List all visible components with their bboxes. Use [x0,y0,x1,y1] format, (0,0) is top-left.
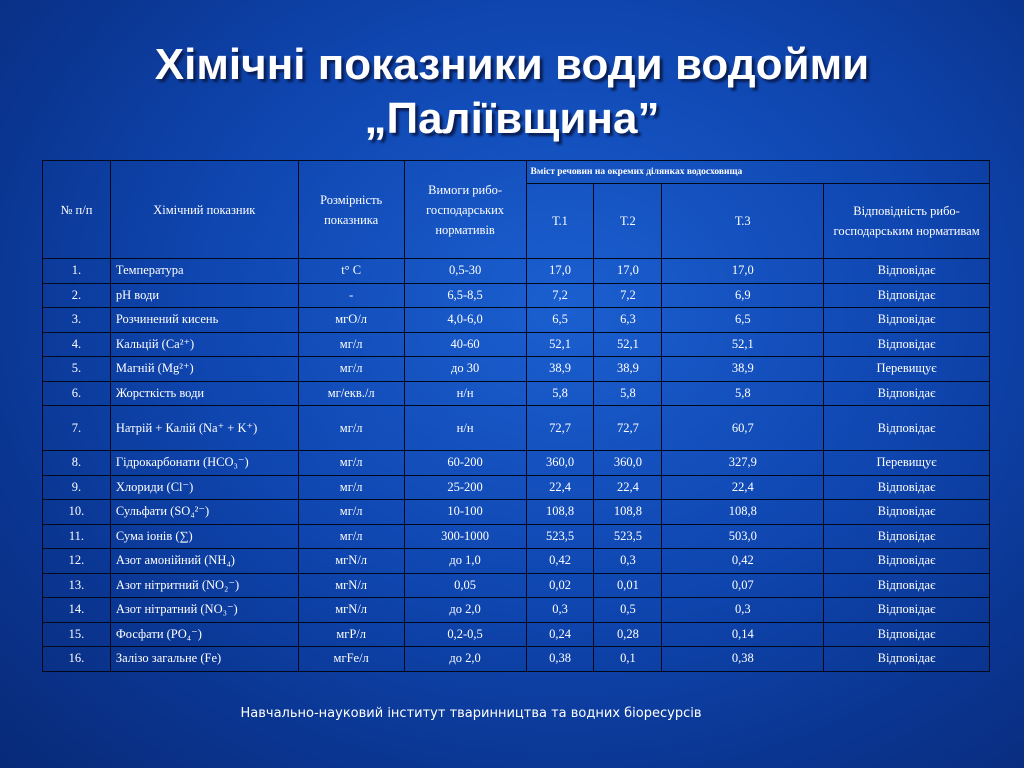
t3-value: 0,38 [662,647,824,672]
t2-value: 0,1 [594,647,662,672]
indicator-name: Азот нітратний (NO₃⁻) [110,598,298,623]
t3-value: 38,9 [662,357,824,382]
table-row [43,475,990,500]
indicator-name: Залізо загальне (Fe) [110,647,298,672]
header-num: № п/п [43,161,111,259]
t1-value: 38,9 [526,357,594,382]
t1-value: 523,5 [526,524,594,549]
unit: мг/л [298,500,404,525]
header-compliance: Відповідність рибо-господарським нормативам [824,184,990,259]
unit: мг/л [298,451,404,476]
norm: 4,0-6,0 [404,308,526,333]
unit: мгN/л [298,598,404,623]
row-num: 15. [43,622,111,647]
row-num: 5. [43,357,111,382]
t1-value: 17,0 [526,259,594,284]
t2-value: 52,1 [594,332,662,357]
norm: 25-200 [404,475,526,500]
norm: 40-60 [404,332,526,357]
t1-value: 5,8 [526,381,594,406]
header-content: Вміст речовин на окремих ділянках водосховища [526,161,989,184]
table-row [43,500,990,525]
row-num: 7. [43,406,111,451]
table-row [43,598,990,623]
table-row [43,451,990,476]
header-unit: Розмірність показника [298,161,404,259]
t1-value: 22,4 [526,475,594,500]
compliance-status: Відповідає [824,332,990,357]
unit: мг/л [298,332,404,357]
table-row [43,332,990,357]
t1-value: 72,7 [526,406,594,451]
row-num: 9. [43,475,111,500]
compliance-status: Відповідає [824,549,990,574]
table-body [43,161,990,672]
t2-value: 6,3 [594,308,662,333]
norm: 300-1000 [404,524,526,549]
t1-value: 0,38 [526,647,594,672]
header-indicator: Хімічний показник [110,161,298,259]
norm: 6,5-8,5 [404,283,526,308]
t3-value: 0,3 [662,598,824,623]
compliance-status: Відповідає [824,622,990,647]
t1-value: 360,0 [526,451,594,476]
t2-value: 22,4 [594,475,662,500]
t3-value: 0,42 [662,549,824,574]
t3-value: 52,1 [662,332,824,357]
compliance-status: Відповідає [824,283,990,308]
table-row [43,524,990,549]
indicator-name: Азот нітритний (NO₂⁻) [110,573,298,598]
t2-value: 0,28 [594,622,662,647]
indicator-name: Гідрокарбонати (HCO₃⁻) [110,451,298,476]
compliance-status: Відповідає [824,308,990,333]
norm: 60-200 [404,451,526,476]
indicator-name: Кальцій (Ca²⁺) [110,332,298,357]
row-num: 11. [43,524,111,549]
unit: мг/л [298,524,404,549]
indicator-name: Хлориди (Cl⁻) [110,475,298,500]
indicator-name: Температура [110,259,298,284]
t2-value: 0,5 [594,598,662,623]
compliance-status: Відповідає [824,381,990,406]
t3-value: 0,07 [662,573,824,598]
t2-value: 7,2 [594,283,662,308]
t2-value: 0,3 [594,549,662,574]
compliance-status: Відповідає [824,524,990,549]
t2-value: 108,8 [594,500,662,525]
t2-value: 523,5 [594,524,662,549]
row-num: 4. [43,332,111,357]
unit: t° C [298,259,404,284]
header-t2: Т.2 [594,184,662,259]
indicator-name: pH води [110,283,298,308]
table-row [43,573,990,598]
t2-value: 72,7 [594,406,662,451]
row-num: 16. [43,647,111,672]
norm: до 1,0 [404,549,526,574]
unit: мг/л [298,357,404,382]
norm: 0,05 [404,573,526,598]
t3-value: 6,9 [662,283,824,308]
row-num: 12. [43,549,111,574]
chemical-indicators-table [42,160,990,672]
t2-value: 360,0 [594,451,662,476]
row-num: 2. [43,283,111,308]
unit: мг/л [298,475,404,500]
indicator-name: Сульфати (SO₄²⁻) [110,500,298,525]
t1-value: 108,8 [526,500,594,525]
table-row [43,259,990,284]
norm: до 30 [404,357,526,382]
norm: до 2,0 [404,598,526,623]
table-row [43,406,990,451]
footer-institute: Навчально-науковий інститут тваринництва та водних біоресурсів [240,706,702,721]
header-t3: Т.3 [662,184,824,259]
t2-value: 17,0 [594,259,662,284]
t2-value: 5,8 [594,381,662,406]
unit: мгN/л [298,549,404,574]
t2-value: 0,01 [594,573,662,598]
table-row [43,549,990,574]
unit: мгN/л [298,573,404,598]
slide-title-line-1: Хімічні показники води водойми [154,40,870,89]
indicator-name: Жорсткість води [110,381,298,406]
norm: н/н [404,406,526,451]
t3-value: 327,9 [662,451,824,476]
t3-value: 0,14 [662,622,824,647]
compliance-status: Відповідає [824,598,990,623]
row-num: 3. [43,308,111,333]
t3-value: 6,5 [662,308,824,333]
t3-value: 22,4 [662,475,824,500]
norm: 0,2-0,5 [404,622,526,647]
unit: мг/л [298,406,404,451]
header-row-1 [43,161,990,184]
table-row [43,622,990,647]
t1-value: 0,3 [526,598,594,623]
row-num: 13. [43,573,111,598]
t1-value: 0,42 [526,549,594,574]
t1-value: 0,02 [526,573,594,598]
table-row [43,357,990,382]
table-row [43,381,990,406]
unit: мгР/л [298,622,404,647]
t3-value: 108,8 [662,500,824,525]
unit: мгFe/л [298,647,404,672]
row-num: 8. [43,451,111,476]
row-num: 1. [43,259,111,284]
unit: - [298,283,404,308]
compliance-status: Відповідає [824,406,990,451]
indicator-name: Розчинений кисень [110,308,298,333]
t3-value: 5,8 [662,381,824,406]
indicator-name: Азот амонійний (NH₄) [110,549,298,574]
compliance-status: Відповідає [824,500,990,525]
header-norm: Вимоги рибо-господарських нормативів [404,161,526,259]
compliance-status: Перевищує [824,451,990,476]
table-row [43,283,990,308]
row-num: 10. [43,500,111,525]
t1-value: 7,2 [526,283,594,308]
header-t1: Т.1 [526,184,594,259]
compliance-status: Відповідає [824,475,990,500]
indicator-name: Магній (Mg²⁺) [110,357,298,382]
norm: 10-100 [404,500,526,525]
unit: мгО/л [298,308,404,333]
indicator-name: Сума іонів (∑) [110,524,298,549]
t1-value: 0,24 [526,622,594,647]
t1-value: 52,1 [526,332,594,357]
compliance-status: Відповідає [824,259,990,284]
norm: до 2,0 [404,647,526,672]
t2-value: 38,9 [594,357,662,382]
t3-value: 60,7 [662,406,824,451]
indicator-name: Фосфати (PO₄⁻) [110,622,298,647]
row-num: 6. [43,381,111,406]
table-row [43,308,990,333]
slide-title-line-2: „Паліївщина” [364,94,660,143]
table-row [43,647,990,672]
t3-value: 17,0 [662,259,824,284]
unit: мг/екв./л [298,381,404,406]
row-num: 14. [43,598,111,623]
t1-value: 6,5 [526,308,594,333]
compliance-status: Відповідає [824,647,990,672]
slide-title [0,38,1024,146]
norm: н/н [404,381,526,406]
compliance-status: Відповідає [824,573,990,598]
norm: 0,5-30 [404,259,526,284]
indicator-name: Натрій + Калій (Na⁺ + K⁺) [110,406,298,451]
compliance-status: Перевищує [824,357,990,382]
t3-value: 503,0 [662,524,824,549]
